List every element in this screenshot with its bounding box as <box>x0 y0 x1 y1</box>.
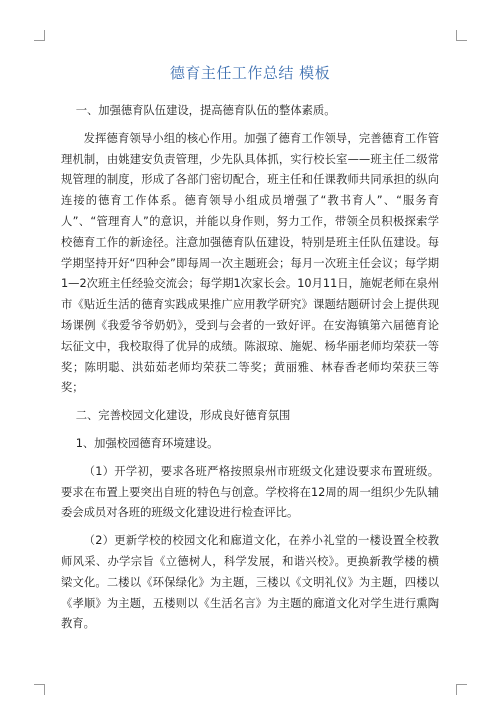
paragraph-item-2: （2）更新学校的校园文化和廊道文化，在养小礼堂的一楼设置全校教师风采、办学宗旨《立德树人，科学发展，和谐兴校》。更换新教学楼的横梁文化。二楼以《环保绿化》为主题，三楼以《文明礼仪》为主题，四楼以《孝顺》为主题，五楼则以《生活名言》为主题的廊道文化对学生进行熏陶教育。 <box>61 534 439 631</box>
crop-mark-bottom-left <box>34 684 45 695</box>
paragraph-team-building: 发挥德育领导小组的核心作用。加强了德育工作领导，完善德育工作管理机制，由姚建安负责管理，少先队具体抓，实行校长室——班主任二级常规管理的制度，形成了各部门密切配合，班主任和任课教师共同承担的纵向连接的德育工作体系。德育领导小组成员增强了“教书育人”、“服务育人”、“管理育人”的意识，并能以身作则，努力工作，带领全员积极探索学校德育工作的新途径。注意加强德育队伍建设，特别是班主任队伍建设。每学期坚持开好“四种会”即每周一次主题班会；每月一次班主任会议；每学期1—2次班主任经验交流会；每学期1次家长会。10月11日，施妮老师在泉州市《贴近生活的德育实践成果推广应用教学研究》课题结题研讨会上提供现场课例《我爱爷爷奶奶》，受到与会者的一致好评。在安海镇第六届德育论坛征文中，我校取得了优异的成绩。陈淑琼、施妮、杨华丽老师均荣获一等奖；陈明聪、洪茹茹老师均荣获二等奖；黄丽雅、林春香老师均荣获三等奖； <box>61 131 439 395</box>
crop-mark-top-right <box>456 30 467 41</box>
document-body <box>61 101 439 642</box>
subsection-heading-1: 1、加强校园德育环境建设。 <box>75 436 219 450</box>
document-title: 德育主任工作总结 模板 <box>169 64 331 82</box>
paragraph-item-1: （1）开学初，要求各班严格按照泉州市班级文化建设要求布置班级。要求在布置上要突出自班的特色与创意。学校将在12周的周一组织少先队辅委会成员对各班的班级文化建设进行检查评比。 <box>61 464 439 520</box>
crop-mark-bottom-right <box>456 684 467 695</box>
crop-mark-top-left <box>34 30 45 41</box>
section-heading-2: 二、完善校园文化建设，形成良好德育氛围 <box>75 409 291 423</box>
section-heading-1: 一、加强德育队伍建设，提高德育队伍的整体素质。 <box>75 104 336 117</box>
